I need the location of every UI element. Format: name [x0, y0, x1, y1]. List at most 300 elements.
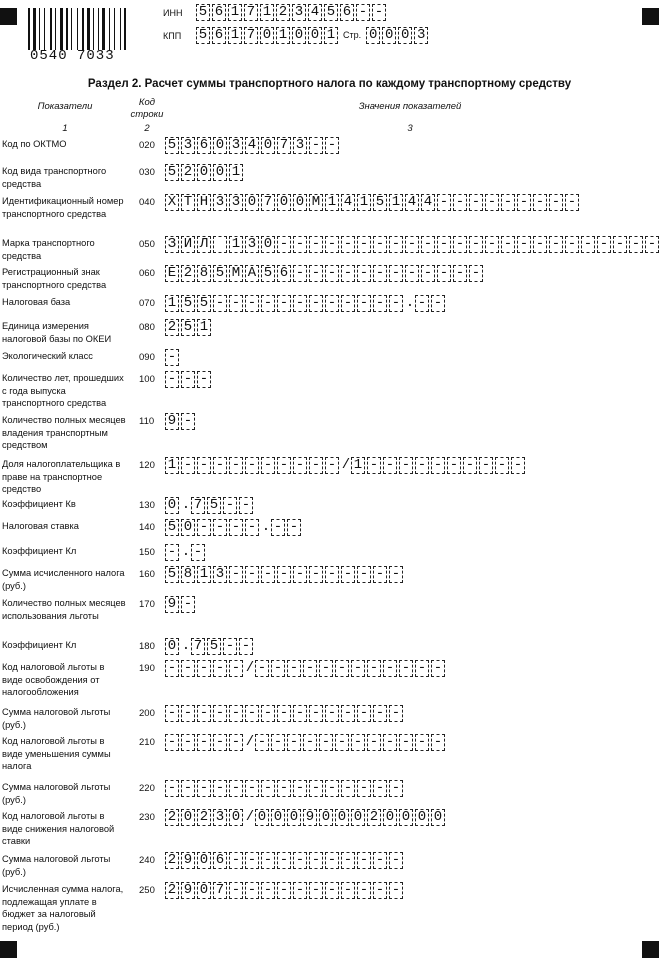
digit-cell: Л — [197, 236, 211, 253]
digit-cell: 7 — [213, 882, 227, 899]
digit-cell: - — [399, 457, 413, 474]
digit-cell: М — [229, 265, 243, 282]
digit-cell: - — [245, 457, 259, 474]
row-label: Единица измерения налоговой базы по ОКЕИ — [2, 321, 112, 344]
digit-cell: - — [549, 194, 563, 211]
digit-cell: - — [255, 660, 269, 677]
digit-cell: 4 — [308, 4, 322, 21]
digit-cell: - — [325, 882, 339, 899]
digit-cell: - — [357, 852, 371, 869]
digit-cell: 0 — [351, 809, 365, 826]
digit-cell: 5 — [181, 295, 195, 312]
digit-cell: 5 — [324, 4, 338, 21]
digit-cell: 2 — [165, 882, 179, 899]
digit-cell: - — [485, 194, 499, 211]
digit-cell: - — [261, 705, 275, 722]
barcode-bar — [120, 8, 121, 50]
digit-cell: 1 — [357, 194, 371, 211]
barcode-bar — [33, 8, 36, 50]
digit-cell: 6 — [213, 852, 227, 869]
digit-cell: 7 — [261, 194, 275, 211]
digit-cell: - — [389, 780, 403, 797]
digit-cell: 2 — [181, 265, 195, 282]
digit-cell: - — [325, 705, 339, 722]
digit-cell: - — [351, 660, 365, 677]
digit-cell: - — [335, 660, 349, 677]
digit-cell: - — [341, 780, 355, 797]
digit-cell: 1 — [165, 295, 179, 312]
row-code: 140 — [139, 522, 155, 533]
row-label: Сумма налоговой льготы (руб.) — [2, 854, 111, 877]
digit-cell: 0 — [319, 809, 333, 826]
digit-cell: 1 — [228, 27, 242, 44]
digit-cell: 9 — [165, 596, 179, 613]
digit-cell: - — [431, 660, 445, 677]
digit-cell: - — [191, 544, 205, 561]
row-label: Количество лет, прошедших с года выпуска транспортного средства — [2, 373, 124, 408]
digit-cell: - — [373, 295, 387, 312]
digit-cell: 0 — [197, 852, 211, 869]
digit-cell: - — [533, 194, 547, 211]
digit-cell: - — [245, 882, 259, 899]
inn-cells — [196, 4, 388, 21]
digit-cell: - — [469, 265, 483, 282]
digit-cell: - — [309, 236, 323, 253]
row-code: 160 — [139, 569, 155, 580]
row-value-cells — [165, 236, 659, 253]
digit-cell: - — [181, 705, 195, 722]
digit-cell: 2 — [276, 4, 290, 21]
separator: / — [341, 457, 351, 473]
digit-cell: 0 — [197, 164, 211, 181]
digit-cell: - — [181, 457, 195, 474]
digit-cell: - — [389, 882, 403, 899]
digit-cell: 1 — [389, 194, 403, 211]
digit-cell: 2 — [165, 809, 179, 826]
digit-cell: - — [277, 295, 291, 312]
separator: . — [405, 295, 415, 311]
digit-cell: - — [277, 705, 291, 722]
digit-cell: - — [223, 638, 237, 655]
row-code: 220 — [139, 783, 155, 794]
column-number-3: 3 — [407, 123, 413, 134]
row-value-cells — [165, 596, 197, 613]
digit-cell: - — [197, 734, 211, 751]
digit-cell: 4 — [405, 194, 419, 211]
digit-cell: 0 — [335, 809, 349, 826]
barcode-number: 0540 7033 — [30, 48, 115, 64]
row-code: 050 — [139, 239, 155, 250]
digit-cell: - — [303, 734, 317, 751]
digit-cell: - — [479, 457, 493, 474]
digit-cell: - — [421, 236, 435, 253]
digit-cell: - — [389, 295, 403, 312]
digit-cell: - — [229, 852, 243, 869]
digit-cell: - — [213, 295, 227, 312]
digit-cell: - — [181, 660, 195, 677]
row-value-cells — [165, 809, 447, 826]
digit-cell: 6 — [197, 137, 211, 154]
digit-cell: - — [325, 852, 339, 869]
row-label: Марка транспортного средства — [2, 238, 95, 261]
digit-cell: - — [341, 566, 355, 583]
barcode-bar — [98, 8, 99, 50]
digit-cell: - — [367, 660, 381, 677]
row-label: Экологический класс — [2, 351, 93, 361]
digit-cell: 1 — [351, 457, 365, 474]
digit-cell: 3 — [293, 137, 307, 154]
digit-cell: 3 — [245, 236, 259, 253]
digit-cell: 1 — [197, 566, 211, 583]
digit-cell: 5 — [261, 265, 275, 282]
digit-cell: 2 — [197, 809, 211, 826]
digit-cell: 5 — [181, 319, 195, 336]
row-code: 200 — [139, 708, 155, 719]
digit-cell: - — [309, 852, 323, 869]
digit-cell: 3 — [213, 809, 227, 826]
digit-cell: - — [405, 236, 419, 253]
digit-cell: - — [357, 295, 371, 312]
digit-cell: - — [341, 852, 355, 869]
digit-cell: - — [197, 660, 211, 677]
digit-cell: - — [181, 734, 195, 751]
barcode-bar — [114, 8, 115, 50]
digit-cell: - — [447, 457, 461, 474]
digit-cell: - — [245, 852, 259, 869]
row-value-cells — [165, 497, 255, 514]
digit-cell: - — [357, 705, 371, 722]
digit-cell: - — [261, 566, 275, 583]
digit-cell: 5 — [196, 27, 210, 44]
digit-cell: 1 — [324, 27, 338, 44]
digit-cell: - — [309, 295, 323, 312]
barcode — [28, 8, 128, 50]
digit-cell: - — [517, 236, 531, 253]
row-value-cells — [165, 566, 405, 583]
separator: / — [245, 809, 255, 825]
row-label: Сумма исчисленного налога (руб.) — [2, 568, 125, 591]
digit-cell: 0 — [245, 194, 259, 211]
digit-cell: - — [581, 236, 595, 253]
digit-cell: - — [325, 236, 339, 253]
digit-cell: - — [319, 660, 333, 677]
digit-cell: - — [261, 780, 275, 797]
digit-cell: 8 — [181, 566, 195, 583]
digit-cell: - — [511, 457, 525, 474]
digit-cell: - — [415, 660, 429, 677]
separator: . — [181, 497, 191, 513]
row-label: Количество полных месяцев использования льготы — [2, 598, 126, 621]
digit-cell: - — [415, 295, 429, 312]
digit-cell: - — [373, 566, 387, 583]
row-code: 250 — [139, 885, 155, 896]
digit-cell: - — [372, 4, 386, 21]
digit-cell: - — [389, 566, 403, 583]
row-label: Налоговая ставка — [2, 521, 79, 531]
digit-cell: - — [293, 236, 307, 253]
digit-cell: 0 — [213, 164, 227, 181]
digit-cell: - — [287, 519, 301, 536]
digit-cell: 0 — [383, 809, 397, 826]
row-label: Идентификационный номер транспортного средства — [2, 196, 124, 219]
digit-cell: - — [197, 705, 211, 722]
digit-cell: - — [469, 236, 483, 253]
digit-cell: 9 — [303, 809, 317, 826]
row-value-cells — [165, 544, 207, 561]
digit-cell: - — [613, 236, 627, 253]
digit-cell: - — [431, 457, 445, 474]
column-number-1: 1 — [62, 123, 68, 134]
digit-cell: - — [255, 734, 269, 751]
separator: / — [245, 734, 255, 750]
digit-cell: - — [181, 413, 195, 430]
digit-cell: - — [213, 660, 227, 677]
digit-cell: - — [357, 882, 371, 899]
row-label: Сумма налоговой льготы (руб.) — [2, 782, 111, 805]
digit-cell: - — [229, 660, 243, 677]
digit-cell: - — [303, 660, 317, 677]
corner-marker-top-right — [642, 8, 659, 25]
digit-cell: - — [495, 457, 509, 474]
digit-cell: - — [181, 371, 195, 388]
digit-cell: З — [165, 236, 179, 253]
digit-cell: 3 — [292, 4, 306, 21]
digit-cell: - — [341, 236, 355, 253]
digit-cell: - — [223, 497, 237, 514]
digit-cell: 2 — [165, 319, 179, 336]
column-header-values: Значения показателей — [358, 101, 462, 112]
digit-cell: - — [245, 295, 259, 312]
digit-cell: 3 — [213, 194, 227, 211]
barcode-bar — [109, 8, 110, 50]
digit-cell: - — [383, 457, 397, 474]
digit-cell: 0 — [260, 27, 274, 44]
digit-cell: 0 — [181, 519, 195, 536]
digit-cell: - — [357, 566, 371, 583]
digit-cell: 1 — [325, 194, 339, 211]
digit-cell: 6 — [277, 265, 291, 282]
digit-cell: 1 — [228, 4, 242, 21]
digit-cell — [213, 236, 227, 253]
digit-cell: 4 — [421, 194, 435, 211]
section-title: Раздел 2. Расчет суммы транспортного налога по каждому транспортному средству — [87, 78, 572, 90]
digit-cell: - — [357, 780, 371, 797]
digit-cell: 1 — [229, 164, 243, 181]
row-code: 110 — [139, 416, 155, 427]
row-code: 040 — [139, 197, 155, 208]
digit-cell: 4 — [245, 137, 259, 154]
digit-cell: - — [229, 295, 243, 312]
barcode-bar — [44, 8, 45, 50]
digit-cell: - — [373, 705, 387, 722]
digit-cell: 0 — [197, 882, 211, 899]
digit-cell: Н — [197, 194, 211, 211]
row-value-cells — [165, 519, 303, 536]
digit-cell: - — [549, 236, 563, 253]
digit-cell: - — [383, 734, 397, 751]
digit-cell: - — [229, 705, 243, 722]
digit-cell: - — [415, 457, 429, 474]
row-value-cells — [165, 780, 405, 797]
digit-cell: - — [277, 236, 291, 253]
row-code: 090 — [139, 352, 155, 363]
digit-cell: - — [629, 236, 643, 253]
digit-cell: - — [229, 457, 243, 474]
digit-cell: - — [277, 852, 291, 869]
digit-cell: 3 — [181, 137, 195, 154]
digit-cell: - — [325, 295, 339, 312]
digit-cell: - — [421, 265, 435, 282]
row-label: Коэффициент Кл — [2, 546, 77, 556]
digit-cell: 0 — [261, 236, 275, 253]
digit-cell: 0 — [229, 809, 243, 826]
digit-cell: - — [165, 780, 179, 797]
row-code: 210 — [139, 737, 155, 748]
digit-cell: - — [383, 660, 397, 677]
digit-cell: 6 — [212, 4, 226, 21]
digit-cell: - — [239, 497, 253, 514]
row-code: 130 — [139, 500, 155, 511]
digit-cell: 5 — [165, 137, 179, 154]
digit-cell: 3 — [414, 27, 428, 44]
row-value-cells — [165, 371, 213, 388]
digit-cell: - — [341, 295, 355, 312]
row-label: Налоговая база — [2, 297, 71, 307]
digit-cell: 0 — [431, 809, 445, 826]
row-code: 070 — [139, 298, 155, 309]
separator: . — [261, 519, 271, 535]
digit-cell: - — [165, 544, 179, 561]
digit-cell: - — [197, 780, 211, 797]
column-header-indicators: Показатели — [37, 101, 93, 112]
digit-cell: Е — [165, 265, 179, 282]
digit-cell: - — [309, 705, 323, 722]
digit-cell: - — [501, 194, 515, 211]
digit-cell: - — [565, 194, 579, 211]
digit-cell: - — [437, 236, 451, 253]
digit-cell: - — [325, 457, 339, 474]
digit-cell: 0 — [255, 809, 269, 826]
row-value-cells — [165, 319, 213, 336]
barcode-bar — [102, 8, 105, 50]
digit-cell: И — [181, 236, 195, 253]
digit-cell: - — [277, 882, 291, 899]
digit-cell: 5 — [165, 566, 179, 583]
digit-cell: 0 — [292, 27, 306, 44]
digit-cell: - — [165, 660, 179, 677]
row-value-cells — [165, 137, 341, 154]
digit-cell: Т — [181, 194, 195, 211]
digit-cell: - — [293, 852, 307, 869]
digit-cell: - — [469, 194, 483, 211]
digit-cell: 5 — [207, 497, 221, 514]
digit-cell: 7 — [244, 27, 258, 44]
barcode-bar — [60, 8, 63, 50]
digit-cell: - — [277, 566, 291, 583]
digit-cell: 2 — [181, 164, 195, 181]
row-label: Код налоговой льготы в виде снижения налоговой ставки — [2, 811, 115, 846]
digit-cell: 6 — [340, 4, 354, 21]
row-value-cells — [165, 852, 405, 869]
digit-cell: - — [309, 457, 323, 474]
digit-cell: - — [293, 566, 307, 583]
row-label: Количество полных месяцев владения транспортным средством — [2, 415, 126, 450]
digit-cell: - — [357, 236, 371, 253]
digit-cell: 1 — [229, 236, 243, 253]
digit-cell: - — [309, 137, 323, 154]
barcode-bar — [77, 8, 78, 50]
digit-cell: - — [261, 295, 275, 312]
row-value-cells — [165, 638, 255, 655]
digit-cell: 9 — [181, 852, 195, 869]
digit-cell: - — [325, 137, 339, 154]
digit-cell: - — [287, 734, 301, 751]
digit-cell: 7 — [191, 638, 205, 655]
digit-cell: 0 — [165, 497, 179, 514]
digit-cell: - — [319, 734, 333, 751]
barcode-bar — [124, 8, 126, 50]
digit-cell: - — [453, 265, 467, 282]
digit-cell: - — [373, 780, 387, 797]
kpp-label: КПП — [163, 31, 182, 41]
digit-cell: - — [356, 4, 370, 21]
row-label: Код по ОКТМО — [2, 139, 67, 149]
digit-cell: 0 — [399, 809, 413, 826]
digit-cell: 0 — [271, 809, 285, 826]
row-code: 060 — [139, 268, 155, 279]
digit-cell: - — [453, 236, 467, 253]
digit-cell: - — [197, 519, 211, 536]
row-code: 030 — [139, 167, 155, 178]
digit-cell: - — [309, 566, 323, 583]
row-label: Коэффициент Кл — [2, 640, 77, 650]
barcode-bar — [50, 8, 52, 50]
row-code: 120 — [139, 460, 155, 471]
digit-cell: - — [517, 194, 531, 211]
digit-cell: - — [213, 780, 227, 797]
digit-cell: - — [485, 236, 499, 253]
digit-cell: - — [261, 852, 275, 869]
digit-cell: - — [431, 734, 445, 751]
digit-cell: 2 — [165, 852, 179, 869]
digit-cell: - — [405, 265, 419, 282]
digit-cell: - — [325, 265, 339, 282]
digit-cell: 5 — [197, 295, 211, 312]
digit-cell: - — [341, 265, 355, 282]
barcode-bar — [39, 8, 40, 50]
digit-cell: - — [373, 265, 387, 282]
separator: / — [245, 660, 255, 676]
digit-cell: - — [373, 236, 387, 253]
row-label: Сумма налоговой льготы (руб.) — [2, 707, 111, 730]
digit-cell: - — [389, 852, 403, 869]
digit-cell: - — [213, 734, 227, 751]
digit-cell: - — [293, 780, 307, 797]
digit-cell: - — [389, 705, 403, 722]
digit-cell: - — [431, 295, 445, 312]
digit-cell: М — [309, 194, 323, 211]
digit-cell: - — [367, 734, 381, 751]
digit-cell: - — [351, 734, 365, 751]
digit-cell: - — [415, 734, 429, 751]
digit-cell: 7 — [191, 497, 205, 514]
digit-cell: - — [565, 236, 579, 253]
digit-cell: - — [463, 457, 477, 474]
digit-cell: 0 — [277, 194, 291, 211]
digit-cell: А — [245, 265, 259, 282]
digit-cell: - — [213, 705, 227, 722]
digit-cell: - — [597, 236, 611, 253]
